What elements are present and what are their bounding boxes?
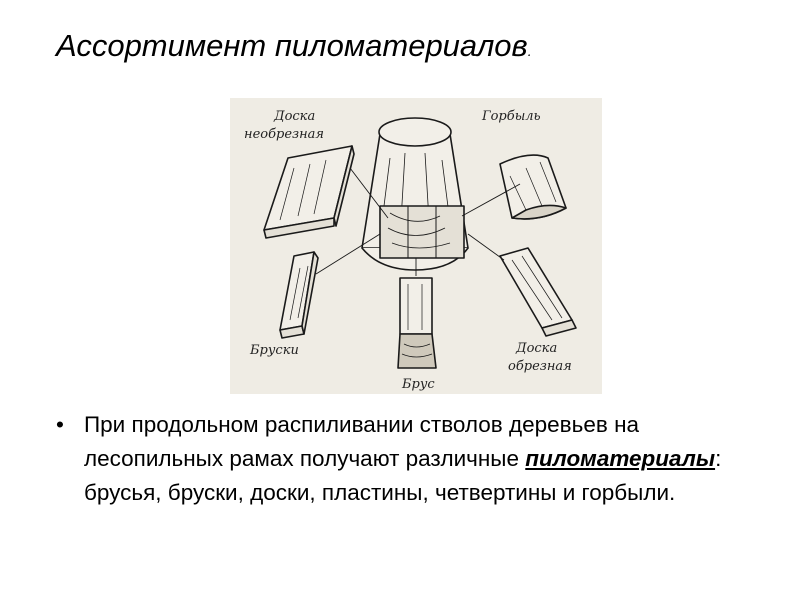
label-edged-board-2: обрезная xyxy=(508,359,572,374)
bullet-term: пиломатериалы xyxy=(525,446,716,471)
label-bars: Бруски xyxy=(250,343,299,358)
bullet-paragraph xyxy=(56,408,766,510)
unedged-board-drawing xyxy=(264,146,354,238)
slide-title xyxy=(56,28,532,64)
title-suffix: . xyxy=(527,43,532,59)
label-unedged-board-2: необрезная xyxy=(244,127,325,142)
slab-drawing xyxy=(500,155,566,219)
label-unedged-board-1: Доска xyxy=(274,109,316,124)
log-drawing xyxy=(362,118,468,270)
bullet-marker: • xyxy=(56,412,64,437)
bars-drawing xyxy=(280,252,318,338)
label-edged-board-1: Доска xyxy=(516,341,558,356)
title-text: Ассортимент пиломатериалов xyxy=(56,28,528,63)
edged-board-drawing xyxy=(500,248,576,336)
bullet-text-before: При продольном распиливании стволов деревьев на лесопильных рамах получают различные xyxy=(84,412,640,471)
bullet-text-after: : брусья, бруски, доски, пластины, четвертины и горбыли. xyxy=(84,446,722,505)
bullet-text xyxy=(84,408,766,510)
label-slab: Горбыль xyxy=(482,109,541,124)
beam-drawing xyxy=(398,278,436,368)
label-beam: Брус xyxy=(402,377,435,392)
lumber-assortment-figure xyxy=(230,98,602,394)
